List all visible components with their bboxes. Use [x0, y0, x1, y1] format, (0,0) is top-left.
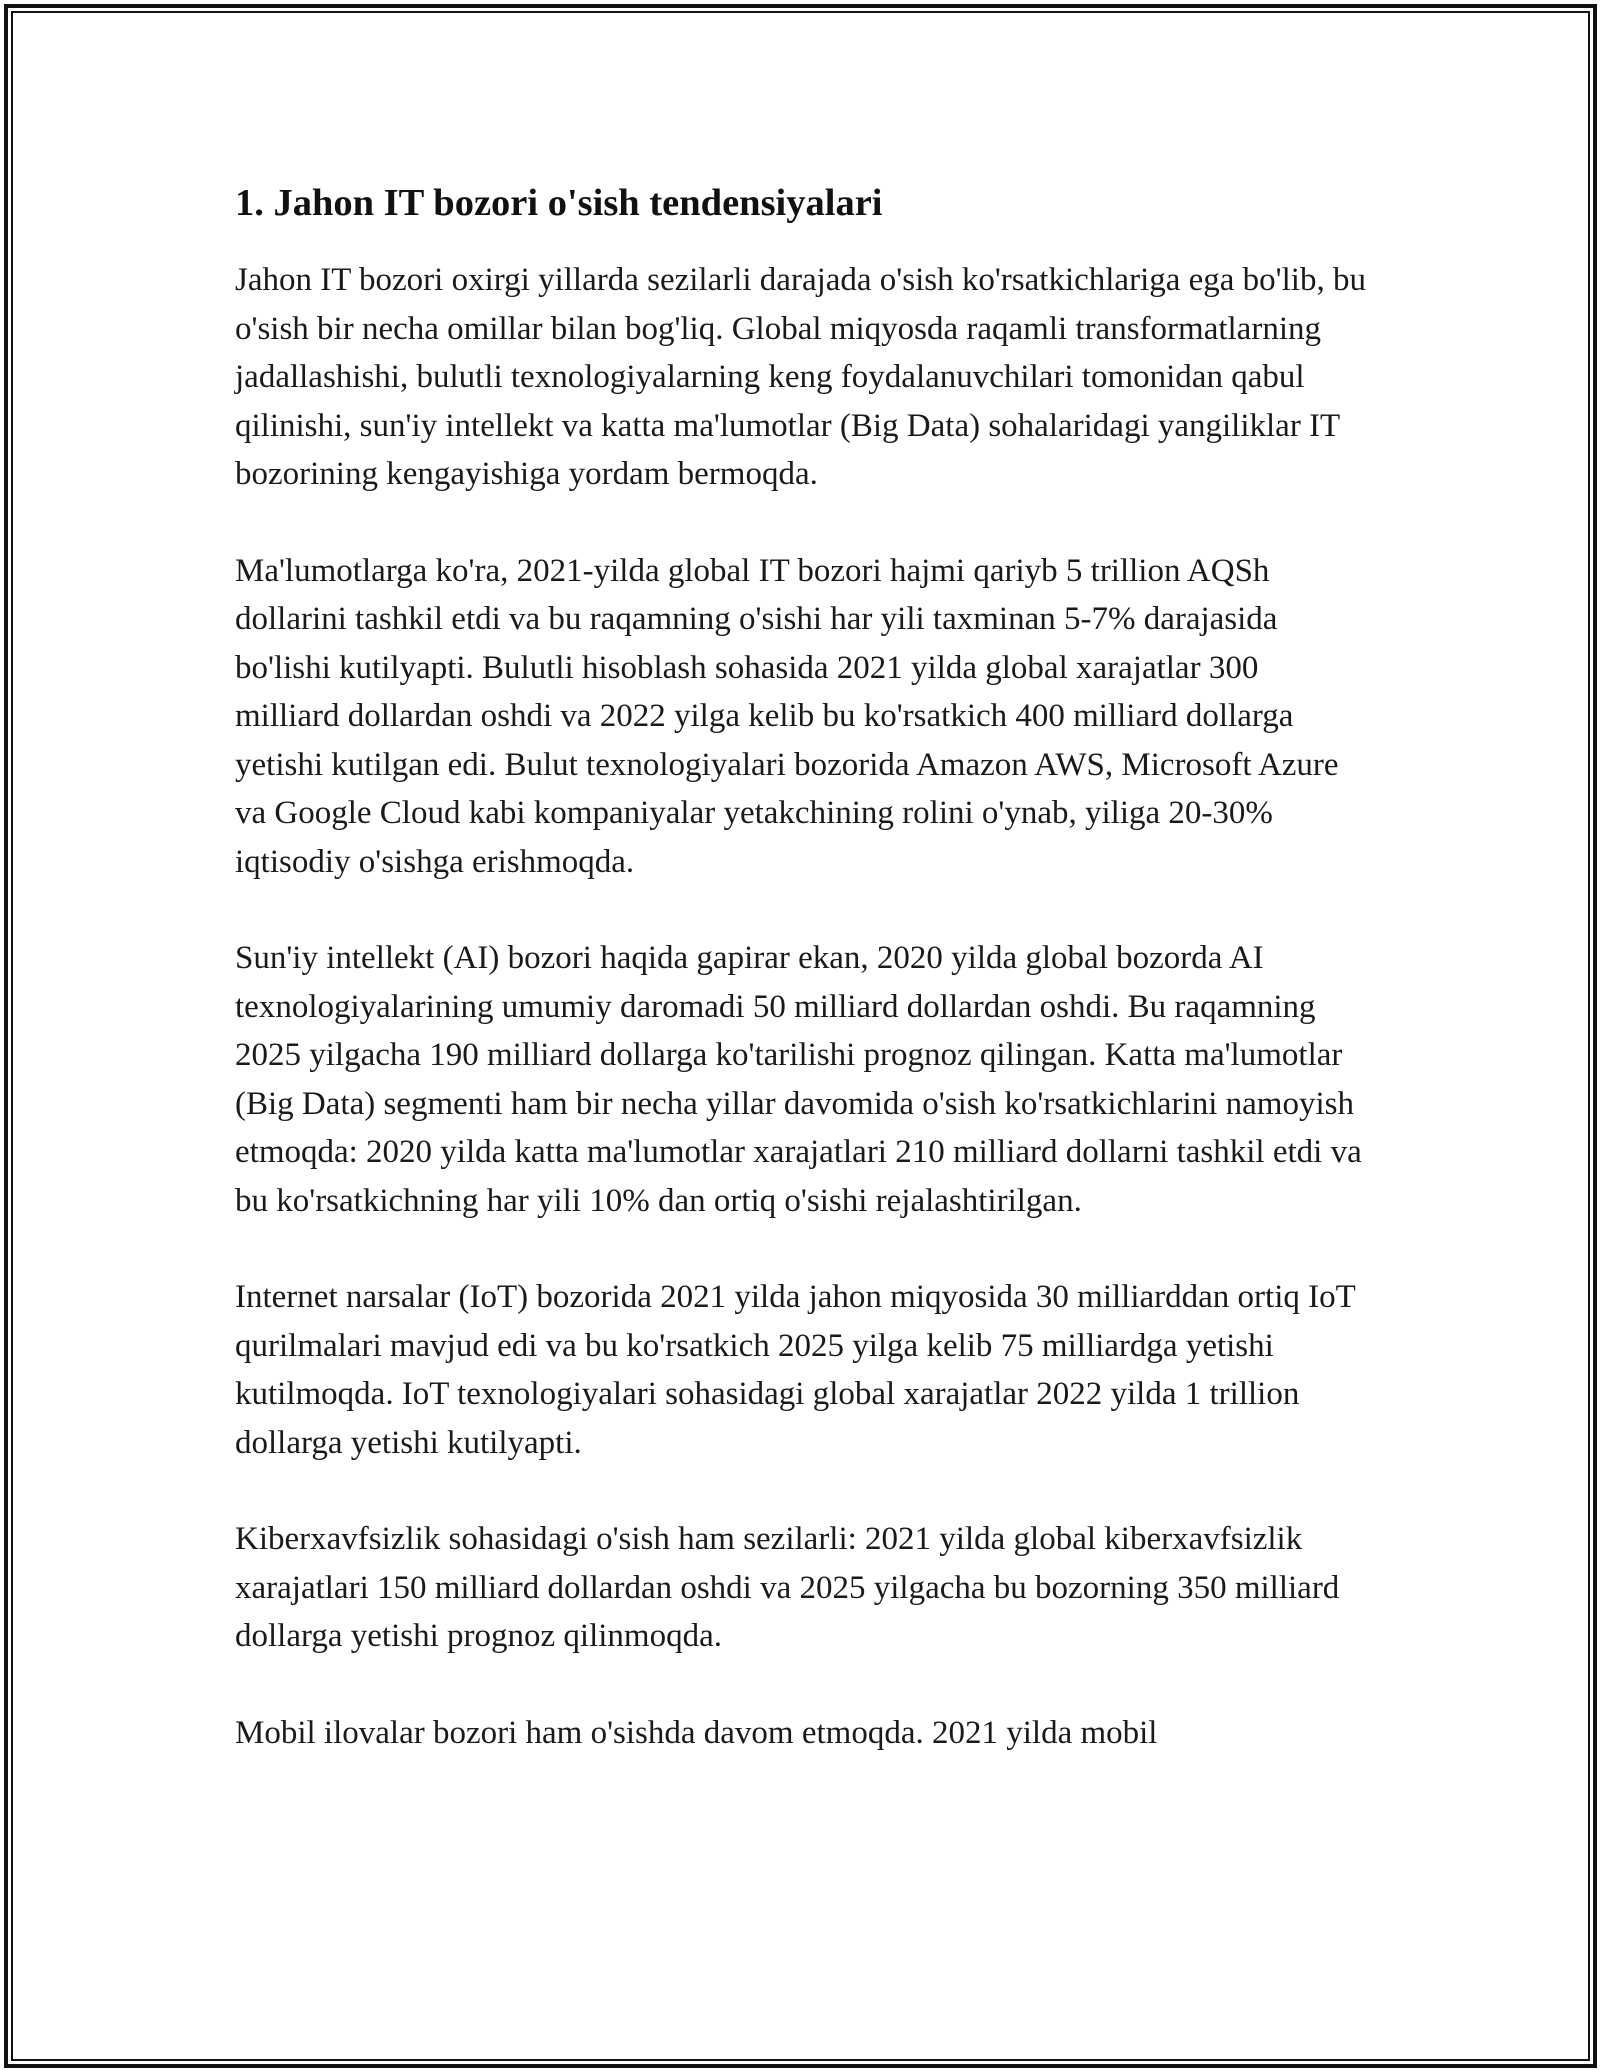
document-body [235, 178, 1370, 1757]
paragraph-intro: Jahon IT bozori oxirgi yillarda sezilarli darajada o'sish ko'rsatkichlariga ega bo'lib, bu o'sish bir necha omillar bilan bog'liq. Global miqyosda raqamli transformatlarning jadallashishi, bulutli texnologiyalarning keng foydalanuvchilari tomonidan qabul qilinishi, sun'iy intellekt va katta ma'lumotlar (Big Data) sohalaridagi yangiliklar IT bozorining kengayishiga yordam bermoqda. [235, 262, 1366, 493]
section-heading: 1. Jahon IT bozori o'sish tendensiyalari [235, 182, 883, 224]
paragraph-ai-big-data: Sun'iy intellekt (AI) bozori haqida gapirar ekan, 2020 yilda global bozorda AI texnologiyalarining umumiy daromadi 50 milliard dollardan oshdi. Bu raqamning 2025 yilgacha 190 milliard dollarga ko'tarilishi prognoz qilingan. Katta ma'lumotlar (Big Data) segmenti ham bir necha yillar davomida o'sish ko'rsatkichlarini namoyish etmoqda: 2020 yilda katta ma'lumotlar xarajatlari 210 milliard dollarni tashkil etdi va bu ko'rsatkichning har yili 10% dan ortiq o'sishi rejalashtirilgan. [235, 940, 1362, 1219]
paragraph-mobile-apps: Mobil ilovalar bozori ham o'sishda davom etmoqda. 2021 yilda mobil [235, 1714, 1158, 1751]
paragraph-cybersecurity: Kiberxavfsizlik sohasidagi o'sish ham sezilarli: 2021 yilda global kiberxavfsizlik xarajatlari 150 milliard dollardan oshdi va 2025 yilgacha bu bozorning 350 milliard dollarga yetishi prognoz qilinmoqda. [235, 1521, 1340, 1655]
paragraph-it-market-size: Ma'lumotlarga ko'ra, 2021-yilda global IT bozori hajmi qariyb 5 trillion AQSh dollarini tashkil etdi va bu raqamning o'sishi har yili taxminan 5-7% darajasida bo'lishi kutilyapti. Bulutli hisoblash sohasida 2021 yilda global xarajatlar 300 milliard dollardan oshdi va 2022 yilga kelib bu ko'rsatkich 400 milliard dollarga yetishi kutilgan edi. Bulut texnologiyalari bozorida Amazon AWS, Microsoft Azure va Google Cloud kabi kompaniyalar yetakchining rolini o'ynab, yiliga 20-30% iqtisodiy o'sishga erishmoqda. [235, 552, 1339, 880]
paragraph-iot: Internet narsalar (IoT) bozorida 2021 yilda jahon miqyosida 30 milliarddan ortiq IoT qurilmalari mavjud edi va bu ko'rsatkich 2025 yilga kelib 75 milliardga yetishi kutilmoqda. IoT texnologiyalari sohasidagi global xarajatlar 2022 yilda 1 trillion dollarga yetishi kutilyapti. [235, 1279, 1356, 1461]
